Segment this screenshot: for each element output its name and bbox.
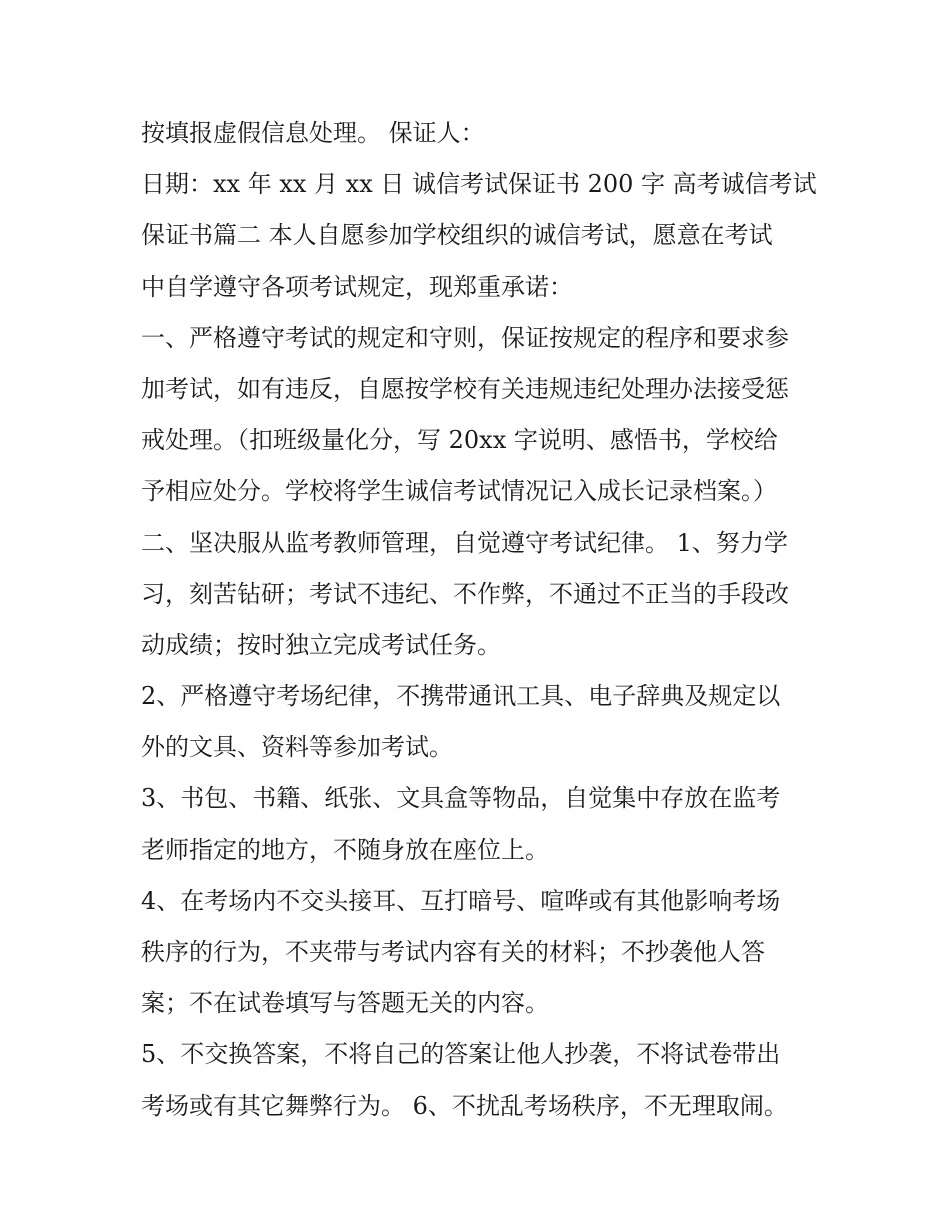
text-line: 戒处理。（扣班级量化分，写 20xx 字说明、感悟书，学校给: [141, 426, 778, 455]
text-line: 习，刻苦钻研；考试不违纪、不作弊，不通过不正当的手段改: [141, 579, 789, 608]
text-line: 2、严格遵守考场纪律，不携带通讯工具、电子辞典及规定以: [141, 682, 781, 711]
text-line: 二、坚决服从监考教师管理，自觉遵守考试纪律。 1、努力学: [141, 528, 788, 557]
text-line: 考场或有其它舞弊行为。 6、不扰乱考场秩序，不无理取闹。: [141, 1091, 788, 1120]
text-line: 动成绩；按时独立完成考试任务。: [141, 630, 501, 659]
text-line: 一、严格遵守考试的规定和守则，保证按规定的程序和要求参: [141, 323, 789, 352]
text-line: 外的文具、资料等参加考试。: [141, 733, 453, 762]
text-line: 5、不交换答案，不将自己的答案让他人抄袭，不将试卷带出: [141, 1040, 781, 1069]
text-line: 案；不在试卷填写与答题无关的内容。: [141, 989, 549, 1018]
text-line: 老师指定的地方，不随身放在座位上。: [141, 835, 549, 864]
text-line: 3、书包、书籍、纸张、文具盒等物品，自觉集中存放在监考: [141, 784, 781, 813]
text-line: 4、在考场内不交头接耳、互打暗号、喧哗或有其他影响考场: [141, 886, 781, 915]
document-body: [141, 108, 821, 1132]
text-line: 中自学遵守各项考试规定，现郑重承诺：: [141, 272, 573, 301]
text-line: 加考试，如有违反，自愿按学校有关违规违纪处理办法接受惩: [141, 374, 789, 403]
text-line: 按填报虚假信息处理。 保证人：: [141, 119, 485, 147]
text-line: 予相应处分。学校将学生诚信考试情况记入成长记录档案。）: [141, 477, 777, 506]
text-line: 保证书篇二 本人自愿参加学校组织的诚信考试，愿意在考试: [141, 221, 773, 250]
text-line: 秩序的行为，不夹带与考试内容有关的材料；不抄袭他人答: [141, 938, 765, 966]
text-line: 日期：xx 年 xx 月 xx 日 诚信考试保证书 200 字 高考诚信考试: [141, 170, 817, 199]
